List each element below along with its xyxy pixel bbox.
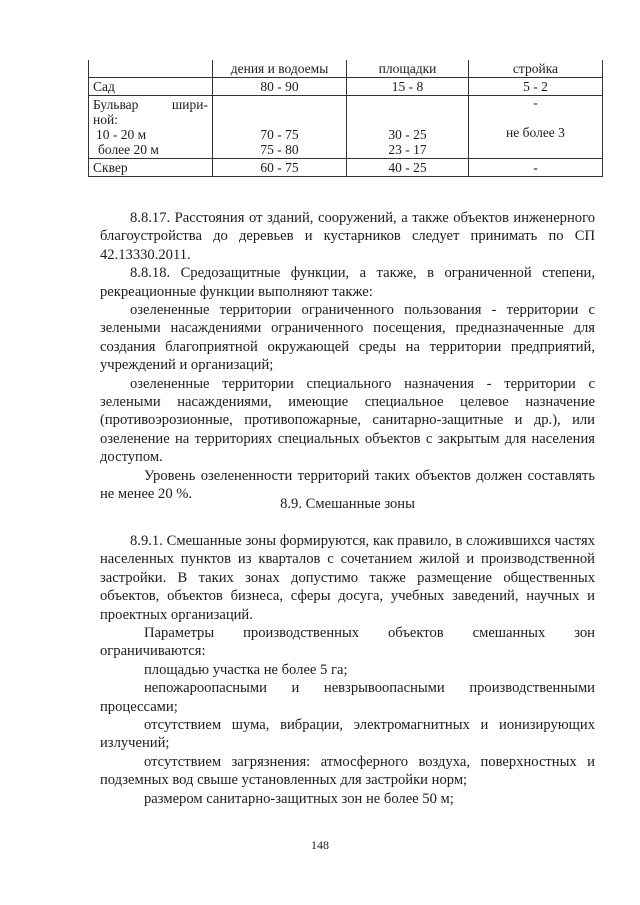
row-value-buildings xyxy=(469,96,603,159)
row-value-plantings xyxy=(213,96,347,159)
table-row xyxy=(89,159,603,177)
header-cell-name xyxy=(89,60,213,78)
paragraph: Параметры производственных объектов смешанных зон ограничиваются: xyxy=(100,625,595,660)
table-header-row xyxy=(89,60,603,78)
green-space-norms-table xyxy=(88,60,603,177)
subrow-name: 10 - 20 м xyxy=(96,127,147,142)
paragraph: 8.8.18. Средозащитные функции, а также, в ограниченной степени, рекреационные функции выполняют также: xyxy=(100,265,595,300)
list-item: размером санитарно-защитных зон не более 50 м; xyxy=(144,790,454,807)
row-name: Сад xyxy=(89,78,213,96)
page-number: 148 xyxy=(311,838,329,852)
list-item: отсутствием шума, вибрации, электромагнитных и ионизирующих излучений; xyxy=(100,717,595,752)
row-name-part: Бульвар xyxy=(93,97,139,112)
subrow-value: 70 - 75 xyxy=(260,127,299,142)
list-item: непожароопасными и невзрывоопасными производственными процессами; xyxy=(100,680,595,715)
subrow-value: 23 - 17 xyxy=(388,142,427,157)
paragraph: 8.9.1. Смешанные зоны формируются, как правило, в сложившихся частях населенных пунктов из кварталов с сочетанием жилой и производственной застройки. В таких зонах допустимо также размещение общественных объектов, объектов бизнеса, сферы досуга, учебных заведений, научных и проектных организаций. xyxy=(100,533,595,623)
row-value-grounds: 15 - 8 xyxy=(347,78,469,96)
subrow-name: более 20 м xyxy=(98,142,159,157)
row-value-grounds xyxy=(347,96,469,159)
row-value-plantings: 80 - 90 xyxy=(213,78,347,96)
paragraph: озелененные территории ограниченного пользования - территории с зелеными насаждениями ограниченного посещения, предназначенные для создания благоприятной окружающей среды на территории предприятий, учреждений и организаций; xyxy=(100,302,595,374)
subrow-value: не более 3 xyxy=(506,125,565,140)
row-dash: - xyxy=(533,95,538,110)
paragraph: Уровень озелененности территорий таких объектов должен составлять не менее 20 %. xyxy=(100,467,595,503)
body-text-block-2 xyxy=(100,532,595,808)
subrow-value: 75 - 80 xyxy=(260,142,299,157)
row-value-plantings: 60 - 75 xyxy=(213,159,347,177)
header-cell-plantings: дения и водоемы xyxy=(213,60,347,78)
paragraph: озелененные территории специального назначения - территории с зелеными насаждениями, имеющие специальное целевое назначение (противоэрозионные, противопожарные, санитарно-защитные и др.), или озеленение на территориях специальных объектов с закрытым для населения доступом. xyxy=(100,375,595,466)
section-heading: 8.9. Смешанные зоны xyxy=(280,496,415,512)
row-value-buildings: - xyxy=(469,159,603,177)
row-name: Сквер xyxy=(89,159,213,177)
header-cell-grounds: площадки xyxy=(347,60,469,78)
table-row xyxy=(89,78,603,96)
paragraph: 8.8.17. Расстояния от зданий, сооружений, а также объектов инженерного благоустройства до деревьев и кустарников следует принимать по СП 42.13330.2011. xyxy=(100,210,595,263)
table-row xyxy=(89,96,603,159)
header-cell-buildings: стройка xyxy=(469,60,603,78)
subrow-value: 30 - 25 xyxy=(388,127,427,142)
row-value-buildings: 5 - 2 xyxy=(469,78,603,96)
row-name-part: шири- xyxy=(171,97,208,112)
list-item: отсутствием загрязнения: атмосферного воздуха, поверхностных и подземных вод свыше установленных для застройки норм; xyxy=(100,753,595,789)
row-name-part: ной: xyxy=(93,112,118,127)
row-name xyxy=(89,96,213,159)
list-item: площадью участка не более 5 га; xyxy=(144,661,348,678)
row-value-grounds: 40 - 25 xyxy=(347,159,469,177)
body-text-block-1 xyxy=(100,209,595,504)
